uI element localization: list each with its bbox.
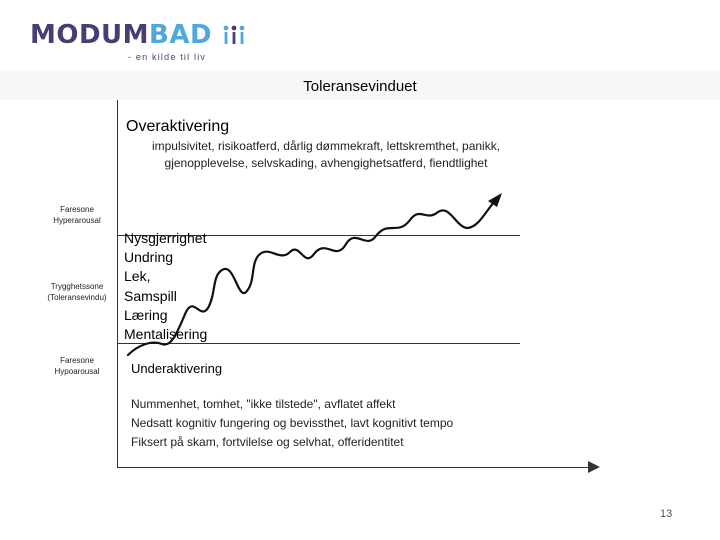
overaktivering-label: Overaktivering [126,118,230,135]
list-item: Lek, [124,268,151,285]
side-label-mid-2: (Toleransevindu) [47,293,107,302]
logo-tagline: - en kilde til liv [128,52,207,62]
curve-arrowhead [488,193,502,207]
underaktivering-label: Underaktivering [131,361,223,376]
side-label-mid-1: Trygghetssone [50,282,104,291]
logo-text-bad: BAD [149,20,213,50]
list-item: Samspill [124,287,177,304]
page-number: 13 [660,508,673,520]
underaktivering-desc-line-2: Nedsatt kognitiv fungering og bevissthet, lavt kognitivt tempo [131,416,454,430]
side-label-bot-2: Hypoarousal [54,367,100,376]
list-item: Nysgjerrighet [124,230,207,246]
logo-text-modum: MODUM [30,20,150,50]
overaktivering-desc-line-2: gjenopplevelse, selvskading, avhengighetsatferd, fiendtlighet [164,156,488,170]
slide-title: Toleransevinduet [303,78,417,95]
activation-curve [128,200,496,355]
underaktivering-desc-line-1: Nummenhet, tomhet, "ikke tilstede", avflatet affekt [131,397,396,411]
side-label-top-1: Faresone [60,205,94,214]
list-item: Undring [124,249,174,266]
list-item: Læring [124,306,168,323]
side-label-bot-1: Faresone [60,356,94,365]
side-label-top-2: Hyperarousal [53,216,101,225]
list-item: Mentalisering [124,326,208,343]
overaktivering-desc-line-1: impulsivitet, risikoatferd, dårlig dømmekraft, lettskremthet, panikk, [151,139,501,153]
underaktivering-desc-line-3: Fiksert på skam, fortvilelse og selvhat, offeridentitet [131,435,404,449]
